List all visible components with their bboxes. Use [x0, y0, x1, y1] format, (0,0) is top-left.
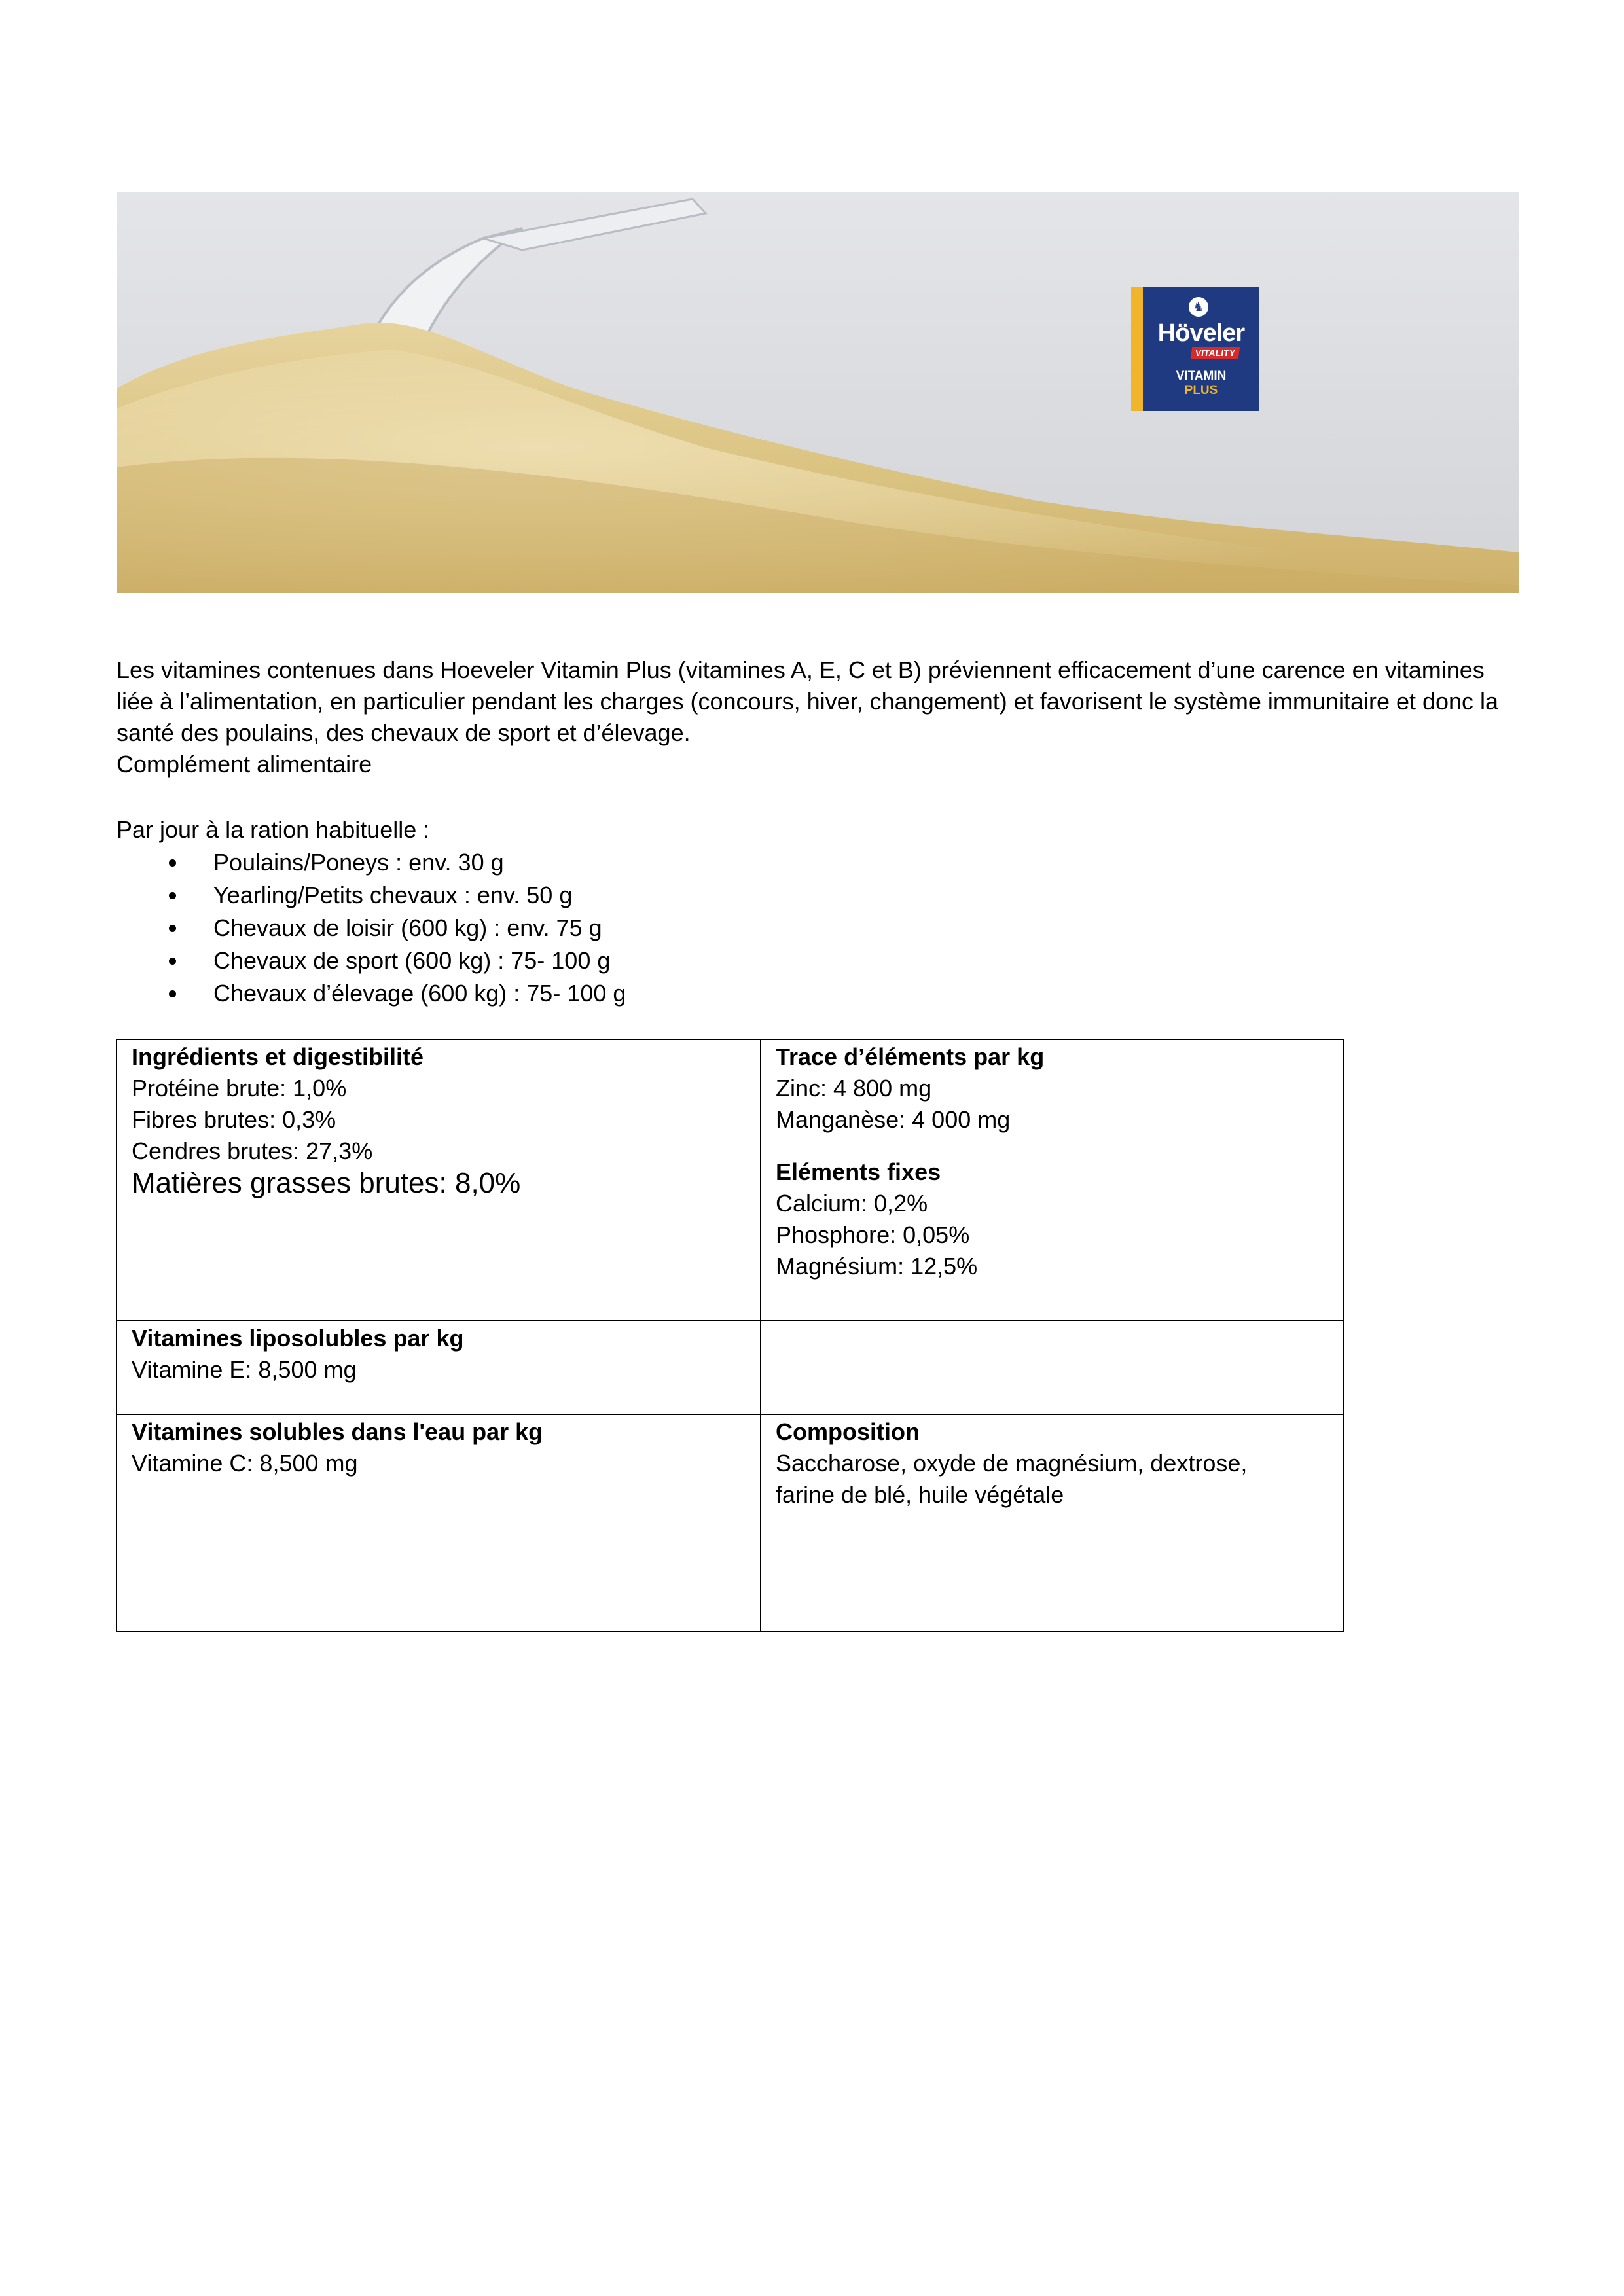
fat-soluble-line: Vitamine E: 8,500 mg	[132, 1356, 357, 1383]
logo-vitality-badge: VITALITY	[1191, 347, 1240, 359]
fat-soluble-cell	[117, 1321, 761, 1414]
logo-brand: Höveler	[1157, 319, 1245, 347]
dosage-item: Yearling/Petits chevaux : env. 50 g	[117, 879, 1426, 912]
intro-paragraph: Les vitamines contenues dans Hoeveler Vitamin Plus (vitamines A, E, C et B) préviennent efficacement d’une carence en vitamines liée à l’alimentation, en particulier pendant les charges (concours, hiver, changement) et favorisent le système immunitaire et donc la santé des poulains, des chevaux de sport et d’élevage.	[117, 656, 1499, 746]
horse-head-icon: ♞	[1189, 297, 1208, 317]
trace-line: Zinc: 4 800 mg	[776, 1075, 932, 1102]
powder-pile-illustration	[117, 192, 1519, 593]
composition-line: Saccharose, oxyde de magnésium, dextrose,	[776, 1450, 1248, 1477]
dosage-list	[117, 846, 1426, 1010]
fixed-line: Calcium: 0,2%	[776, 1190, 928, 1217]
fat-soluble-heading: Vitamines liposolubles par kg	[132, 1325, 464, 1352]
empty-cell	[761, 1321, 1344, 1414]
nutrition-table	[116, 1039, 1344, 1632]
composition-line: farine de blé, huile végétale	[776, 1481, 1064, 1508]
table-row	[117, 1321, 1344, 1414]
ingredient-line: Protéine brute: 1,0%	[132, 1075, 347, 1102]
spacer	[776, 1136, 1329, 1157]
dosage-section	[117, 814, 1426, 1010]
dosage-item: Chevaux de loisir (600 kg) : env. 75 g	[117, 912, 1426, 944]
dosage-title: Par jour à la ration habituelle :	[117, 816, 430, 843]
water-soluble-heading: Vitamines solubles dans l'eau par kg	[132, 1418, 543, 1445]
composition-cell	[761, 1414, 1344, 1632]
table-row	[117, 1039, 1344, 1321]
logo-product-line1: VITAMIN	[1176, 369, 1227, 383]
dosage-item: Poulains/Poneys : env. 30 g	[117, 846, 1426, 879]
table-row	[117, 1414, 1344, 1632]
fixed-line: Phosphore: 0,05%	[776, 1221, 970, 1248]
trace-heading: Trace d’éléments par kg	[776, 1043, 1045, 1070]
product-type: Complément alimentaire	[117, 751, 372, 778]
hero-photo	[117, 192, 1519, 593]
dosage-item: Chevaux d’élevage (600 kg) : 75- 100 g	[117, 977, 1426, 1010]
composition-heading: Composition	[776, 1418, 920, 1445]
dosage-item: Chevaux de sport (600 kg) : 75- 100 g	[117, 944, 1426, 977]
logo-stripe	[1131, 287, 1143, 411]
fixed-elements-heading: Eléments fixes	[776, 1158, 941, 1185]
fixed-line: Magnésium: 12,5%	[776, 1253, 978, 1280]
trace-elements-cell	[761, 1039, 1344, 1321]
intro-section	[117, 655, 1517, 780]
ingredient-line: Matières grasses brutes: 8,0%	[132, 1167, 521, 1199]
ingredient-line: Fibres brutes: 0,3%	[132, 1106, 336, 1133]
ingredient-line: Cendres brutes: 27,3%	[132, 1138, 373, 1164]
water-soluble-cell	[117, 1414, 761, 1632]
ingredients-cell	[117, 1039, 761, 1321]
water-soluble-line: Vitamine C: 8,500 mg	[132, 1450, 358, 1477]
logo-product-line2: PLUS	[1184, 384, 1218, 397]
hoveler-logo	[1131, 287, 1259, 411]
trace-line: Manganèse: 4 000 mg	[776, 1106, 1011, 1133]
ingredients-heading: Ingrédients et digestibilité	[132, 1043, 424, 1070]
